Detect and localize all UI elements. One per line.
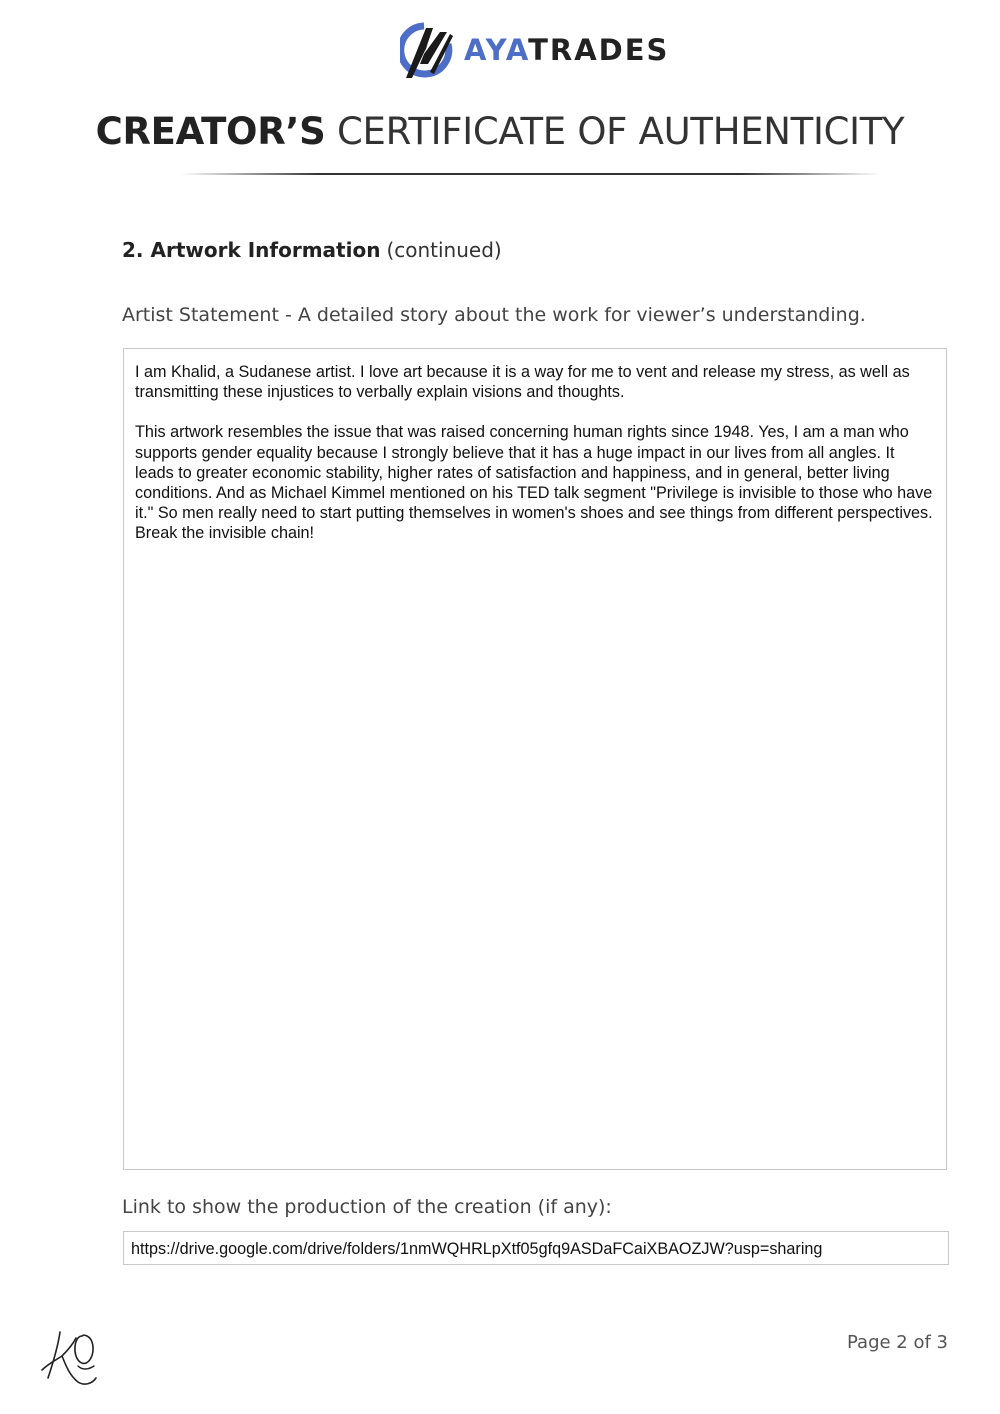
title-rest: CERTIFICATE OF AUTHENTICITY <box>336 110 905 153</box>
section-suffix: (continued) <box>386 238 502 262</box>
production-link-field[interactable]: https://drive.google.com/drive/folders/1nmWQHRLpXtf05gfq9ASDaFCaiXBAOZJW?usp=sharing <box>123 1231 949 1265</box>
section-heading <box>122 238 502 262</box>
statement-paragraph: This artwork resembles the issue that was raised concerning human rights since 1948. Yes, I am a man who supports gender equality because I strongly believe that it has a huge impact in our lives from all angles. It leads to greater economic stability, higher rates of satisfaction and happiness, and in general, better living conditions. And as Michael Kimmel mentioned on his TED talk segment "Privilege is invisible to those who have it." So men really need to start putting themselves in women's shoes and see things from different perspectives. Break the invisible chain! <box>135 423 933 543</box>
artist-statement-field[interactable] <box>123 348 947 1170</box>
title-bold: CREATOR’S <box>95 110 326 153</box>
signature-icon <box>38 1326 104 1393</box>
production-link-label: Link to show the production of the creation (if any): <box>122 1196 612 1218</box>
artist-statement-label: Artist Statement - A detailed story about the work for viewer’s understanding. <box>122 304 866 326</box>
certificate-title <box>0 110 1000 153</box>
brand-rest: TRADES <box>528 33 670 67</box>
ayatrades-logo-icon <box>400 18 454 82</box>
title-divider <box>180 173 880 175</box>
brand-accent: AYA <box>464 33 529 67</box>
statement-paragraph: I am Khalid, a Sudanese artist. I love art because it is a way for me to vent and release my stress, as well as transmitting these injustices to verbally explain visions and thoughts. <box>135 363 910 402</box>
page-number: Page 2 of 3 <box>847 1332 948 1353</box>
brand-name <box>464 33 669 67</box>
section-title: 2. Artwork Information <box>122 238 381 262</box>
brand-logo <box>400 18 669 82</box>
